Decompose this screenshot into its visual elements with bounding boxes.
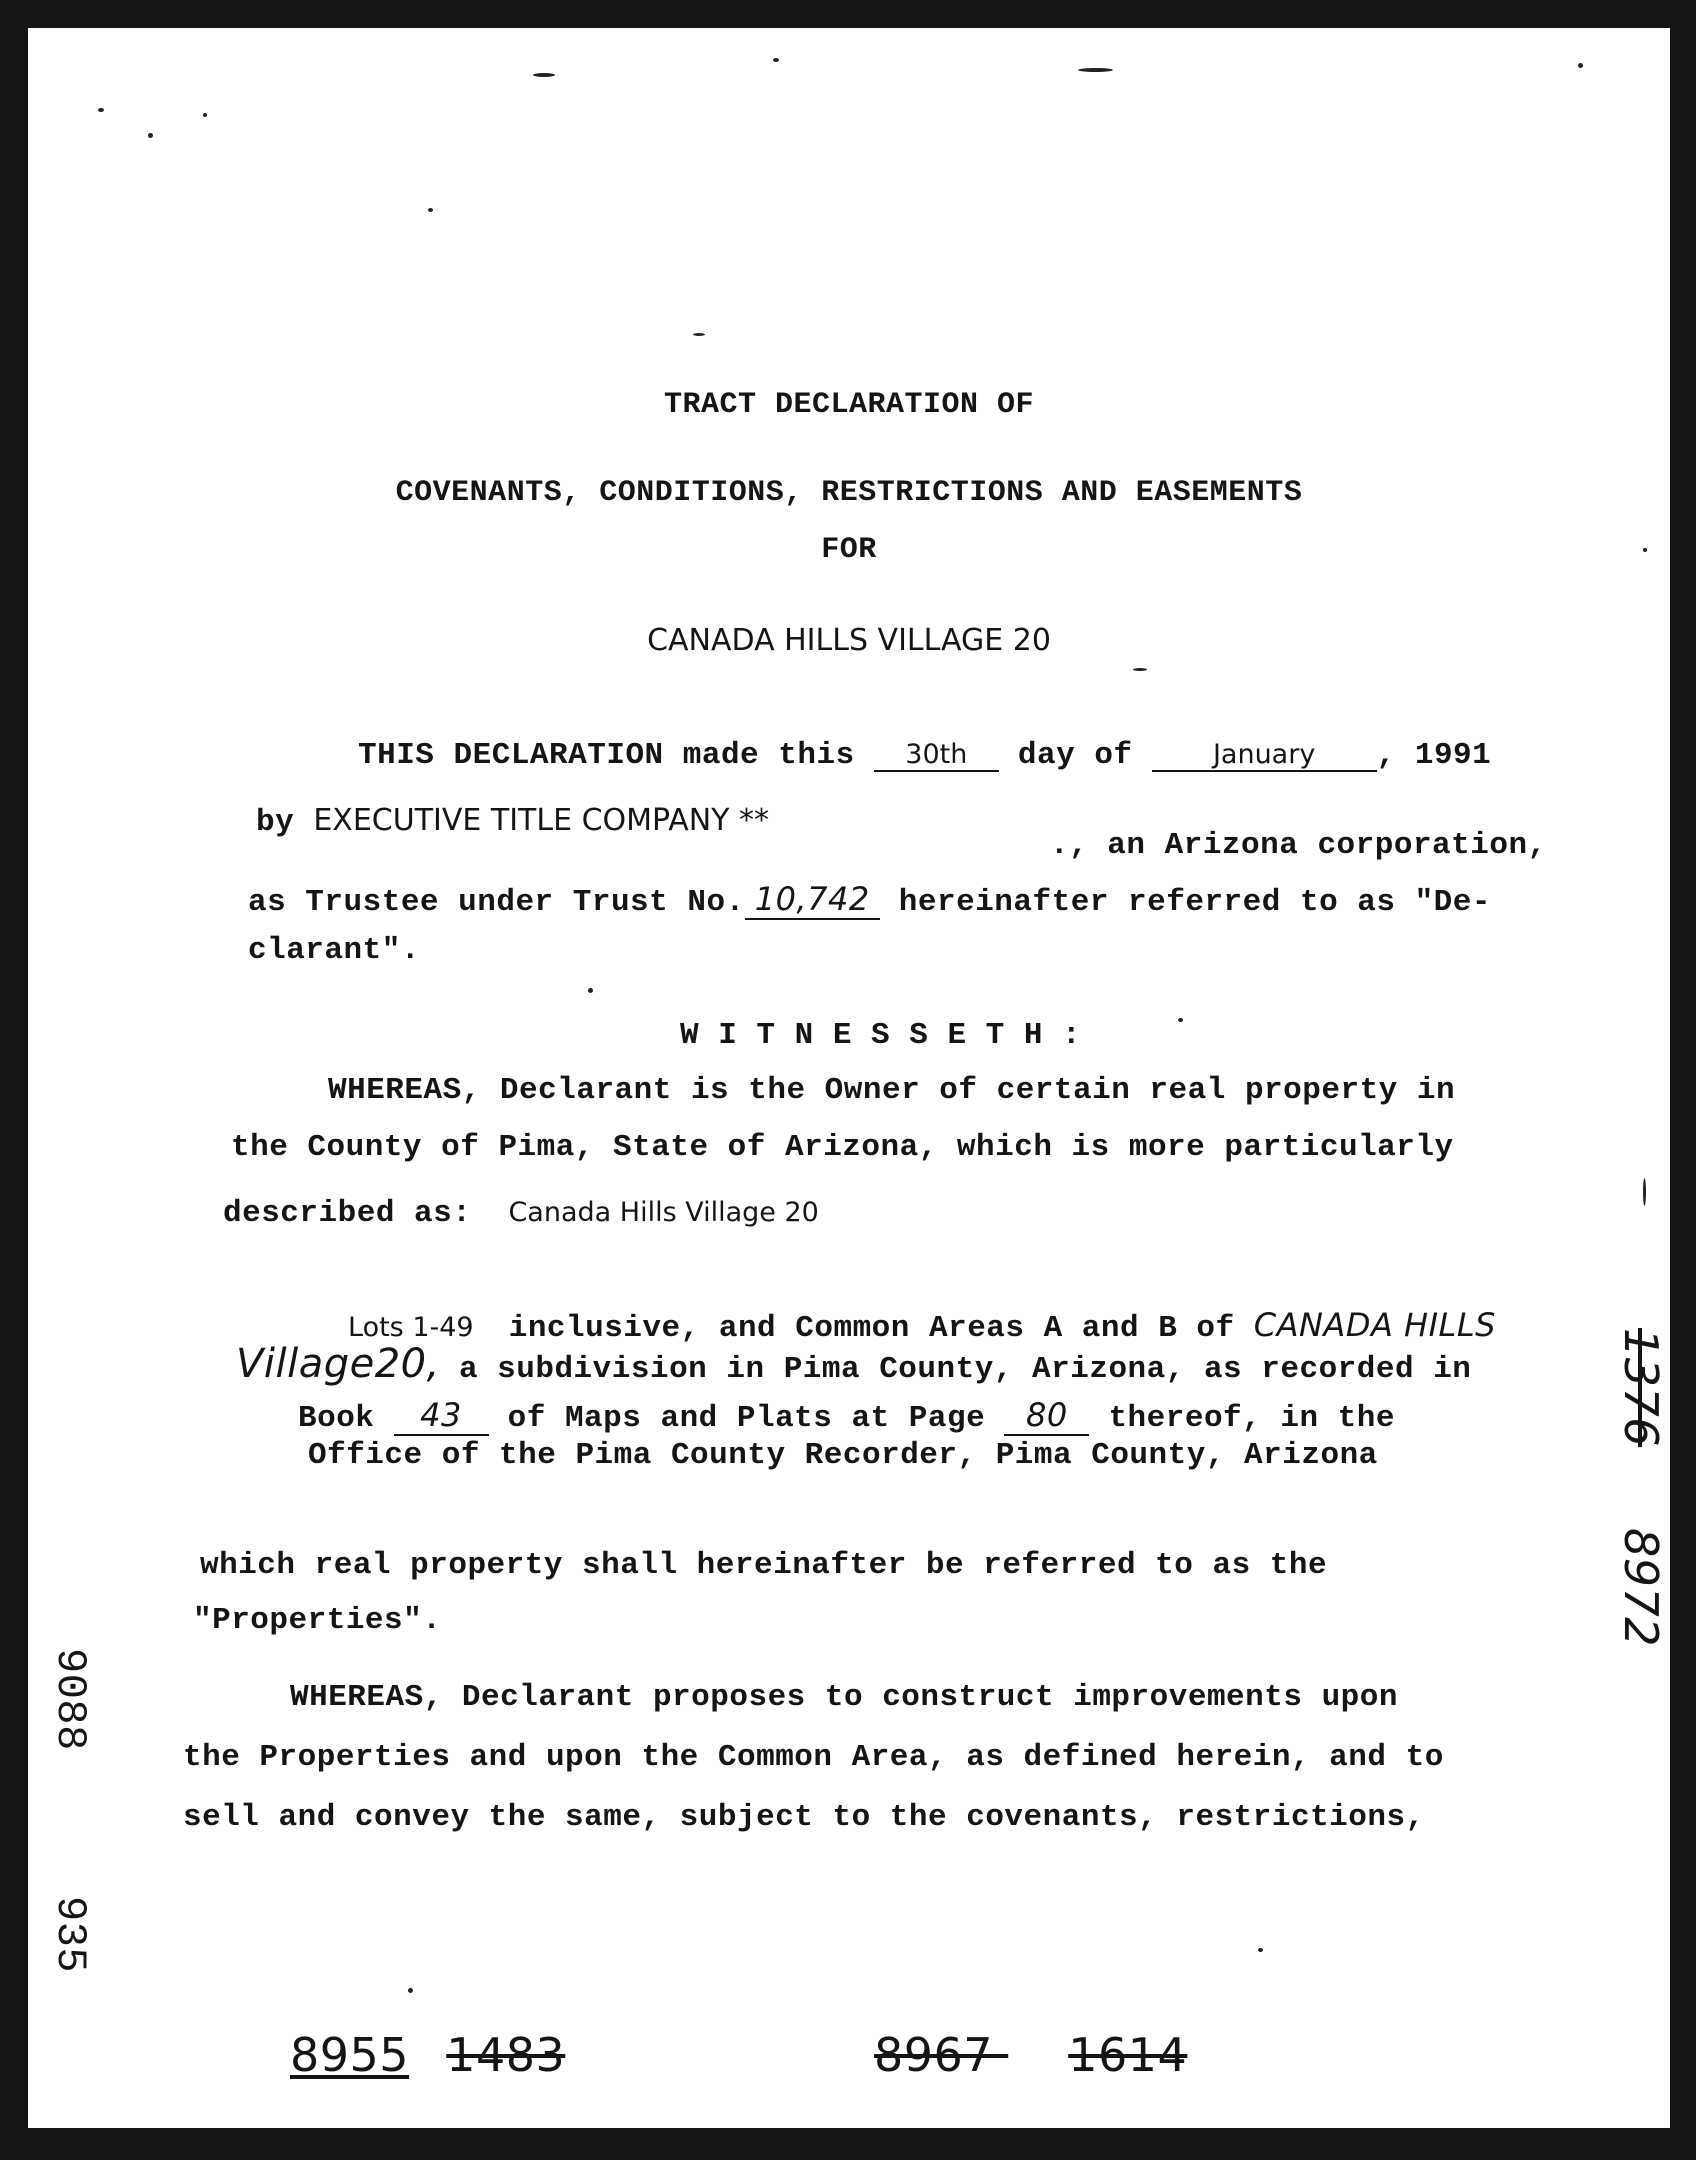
scan-speck [148,133,153,138]
margin-number-right-a: 8972 [1614,1528,1668,1648]
trust-number: 10,742 [745,880,880,920]
scan-speck [1178,1018,1183,1022]
legal-handwritten-village: Village20, [236,1341,440,1387]
intro-year: , 1991 [1376,738,1492,773]
scan-speck [693,333,705,336]
intro-corporation: ., an Arizona corporation, [1050,828,1547,863]
scan-speck [533,73,555,77]
legal-subdivision: a subdivision in Pima County, Arizona, as recorded in [458,1352,1472,1387]
scan-speck [1643,548,1647,552]
legal-line-1 [348,1306,1496,1346]
title-line-2: COVENANTS, CONDITIONS, RESTRICTIONS AND EASEMENTS [395,476,1303,510]
legal-line-4: Office of the Pima County Recorder, Pima County, Arizona [308,1438,1378,1473]
legal-book-number: 43 [394,1396,489,1436]
intro-trustee-suffix: hereinafter referred to as "De- [898,885,1491,920]
whereas1-line-2: the County of Pima, State of Arizona, which is more particularly [231,1130,1454,1165]
footer-number-2 [874,2028,1187,2082]
intro-day-of: day of [1017,738,1133,773]
scan-speck [1078,68,1113,72]
whereas2-line-1: WHEREAS, Declarant proposes to construct improvements upon [290,1680,1398,1715]
intro-day: 30th [874,739,999,772]
legal-line-2 [236,1341,1471,1387]
intro-line-3 [248,880,1491,920]
footer-n1: 8955 [290,2028,410,2082]
scan-speck [588,988,593,993]
scan-speck [1258,1948,1263,1952]
intro-prefix: THIS DECLARATION made this [358,738,855,773]
legal-page-number: 80 [1004,1396,1089,1436]
scan-speck [203,113,207,117]
intro-line-4: clarant". [248,933,420,968]
properties-line-2: "Properties". [193,1603,442,1638]
scan-speck [1133,668,1147,671]
intro-company: EXECUTIVE TITLE COMPANY ** [313,803,770,838]
legal-inclusive: inclusive, and Common Areas A and B of [508,1311,1235,1346]
legal-lots: Lots 1-49 [348,1312,474,1343]
scan-speck [773,58,779,62]
footer-number-1 [290,2028,565,2082]
title-subdivision: CANADA HILLS VILLAGE 20 [647,623,1051,658]
whereas1-line-1: WHEREAS, Declarant is the Owner of certain real property in [328,1073,1456,1108]
witnesseth-heading: W I T N E S S E T H : [680,1018,1082,1053]
scan-speck [1643,1178,1646,1206]
footer-n3: 8967 [874,2028,994,2082]
whereas1-line-3 [223,1196,819,1231]
footer-n2: 1483 [446,2028,566,2082]
margin-number-left-top: 9088 [46,1648,94,1751]
margin-number-left-bottom: 935 [46,1896,94,1974]
title-line-1: TRACT DECLARATION OF [663,388,1035,422]
scan-speck [98,108,104,112]
legal-line-3 [298,1396,1395,1436]
described-as-label: described as: [223,1196,472,1231]
intro-line-1 [358,738,1491,773]
intro-trustee-prefix: as Trustee under Trust No. [248,885,745,920]
legal-handwritten-canada-hills: CANADA HILLS [1253,1306,1496,1344]
scan-speck [408,1988,413,1993]
intro-line-2 [256,803,769,840]
scan-speck [1578,63,1583,68]
described-as-value: Canada Hills Village 20 [508,1197,819,1228]
whereas2-line-2: the Properties and upon the Common Area, as defined herein, and to [183,1740,1444,1775]
title-line-3: FOR [821,533,877,567]
intro-by: by [256,805,295,840]
intro-month: January [1152,739,1377,772]
footer-n4: 1614 [1068,2028,1188,2082]
whereas2-line-3: sell and convey the same, subject to the covenants, restrictions, [183,1800,1425,1835]
scan-speck [428,208,433,212]
document-page [28,28,1670,2128]
margin-number-right-b: 1376 [1614,1328,1668,1448]
legal-thereof: thereof, in the [1108,1401,1395,1436]
legal-book-label: Book [298,1401,375,1436]
properties-line-1: which real property shall hereinafter be referred to as the [200,1548,1328,1583]
legal-maps-plats: of Maps and Plats at Page [507,1401,986,1436]
